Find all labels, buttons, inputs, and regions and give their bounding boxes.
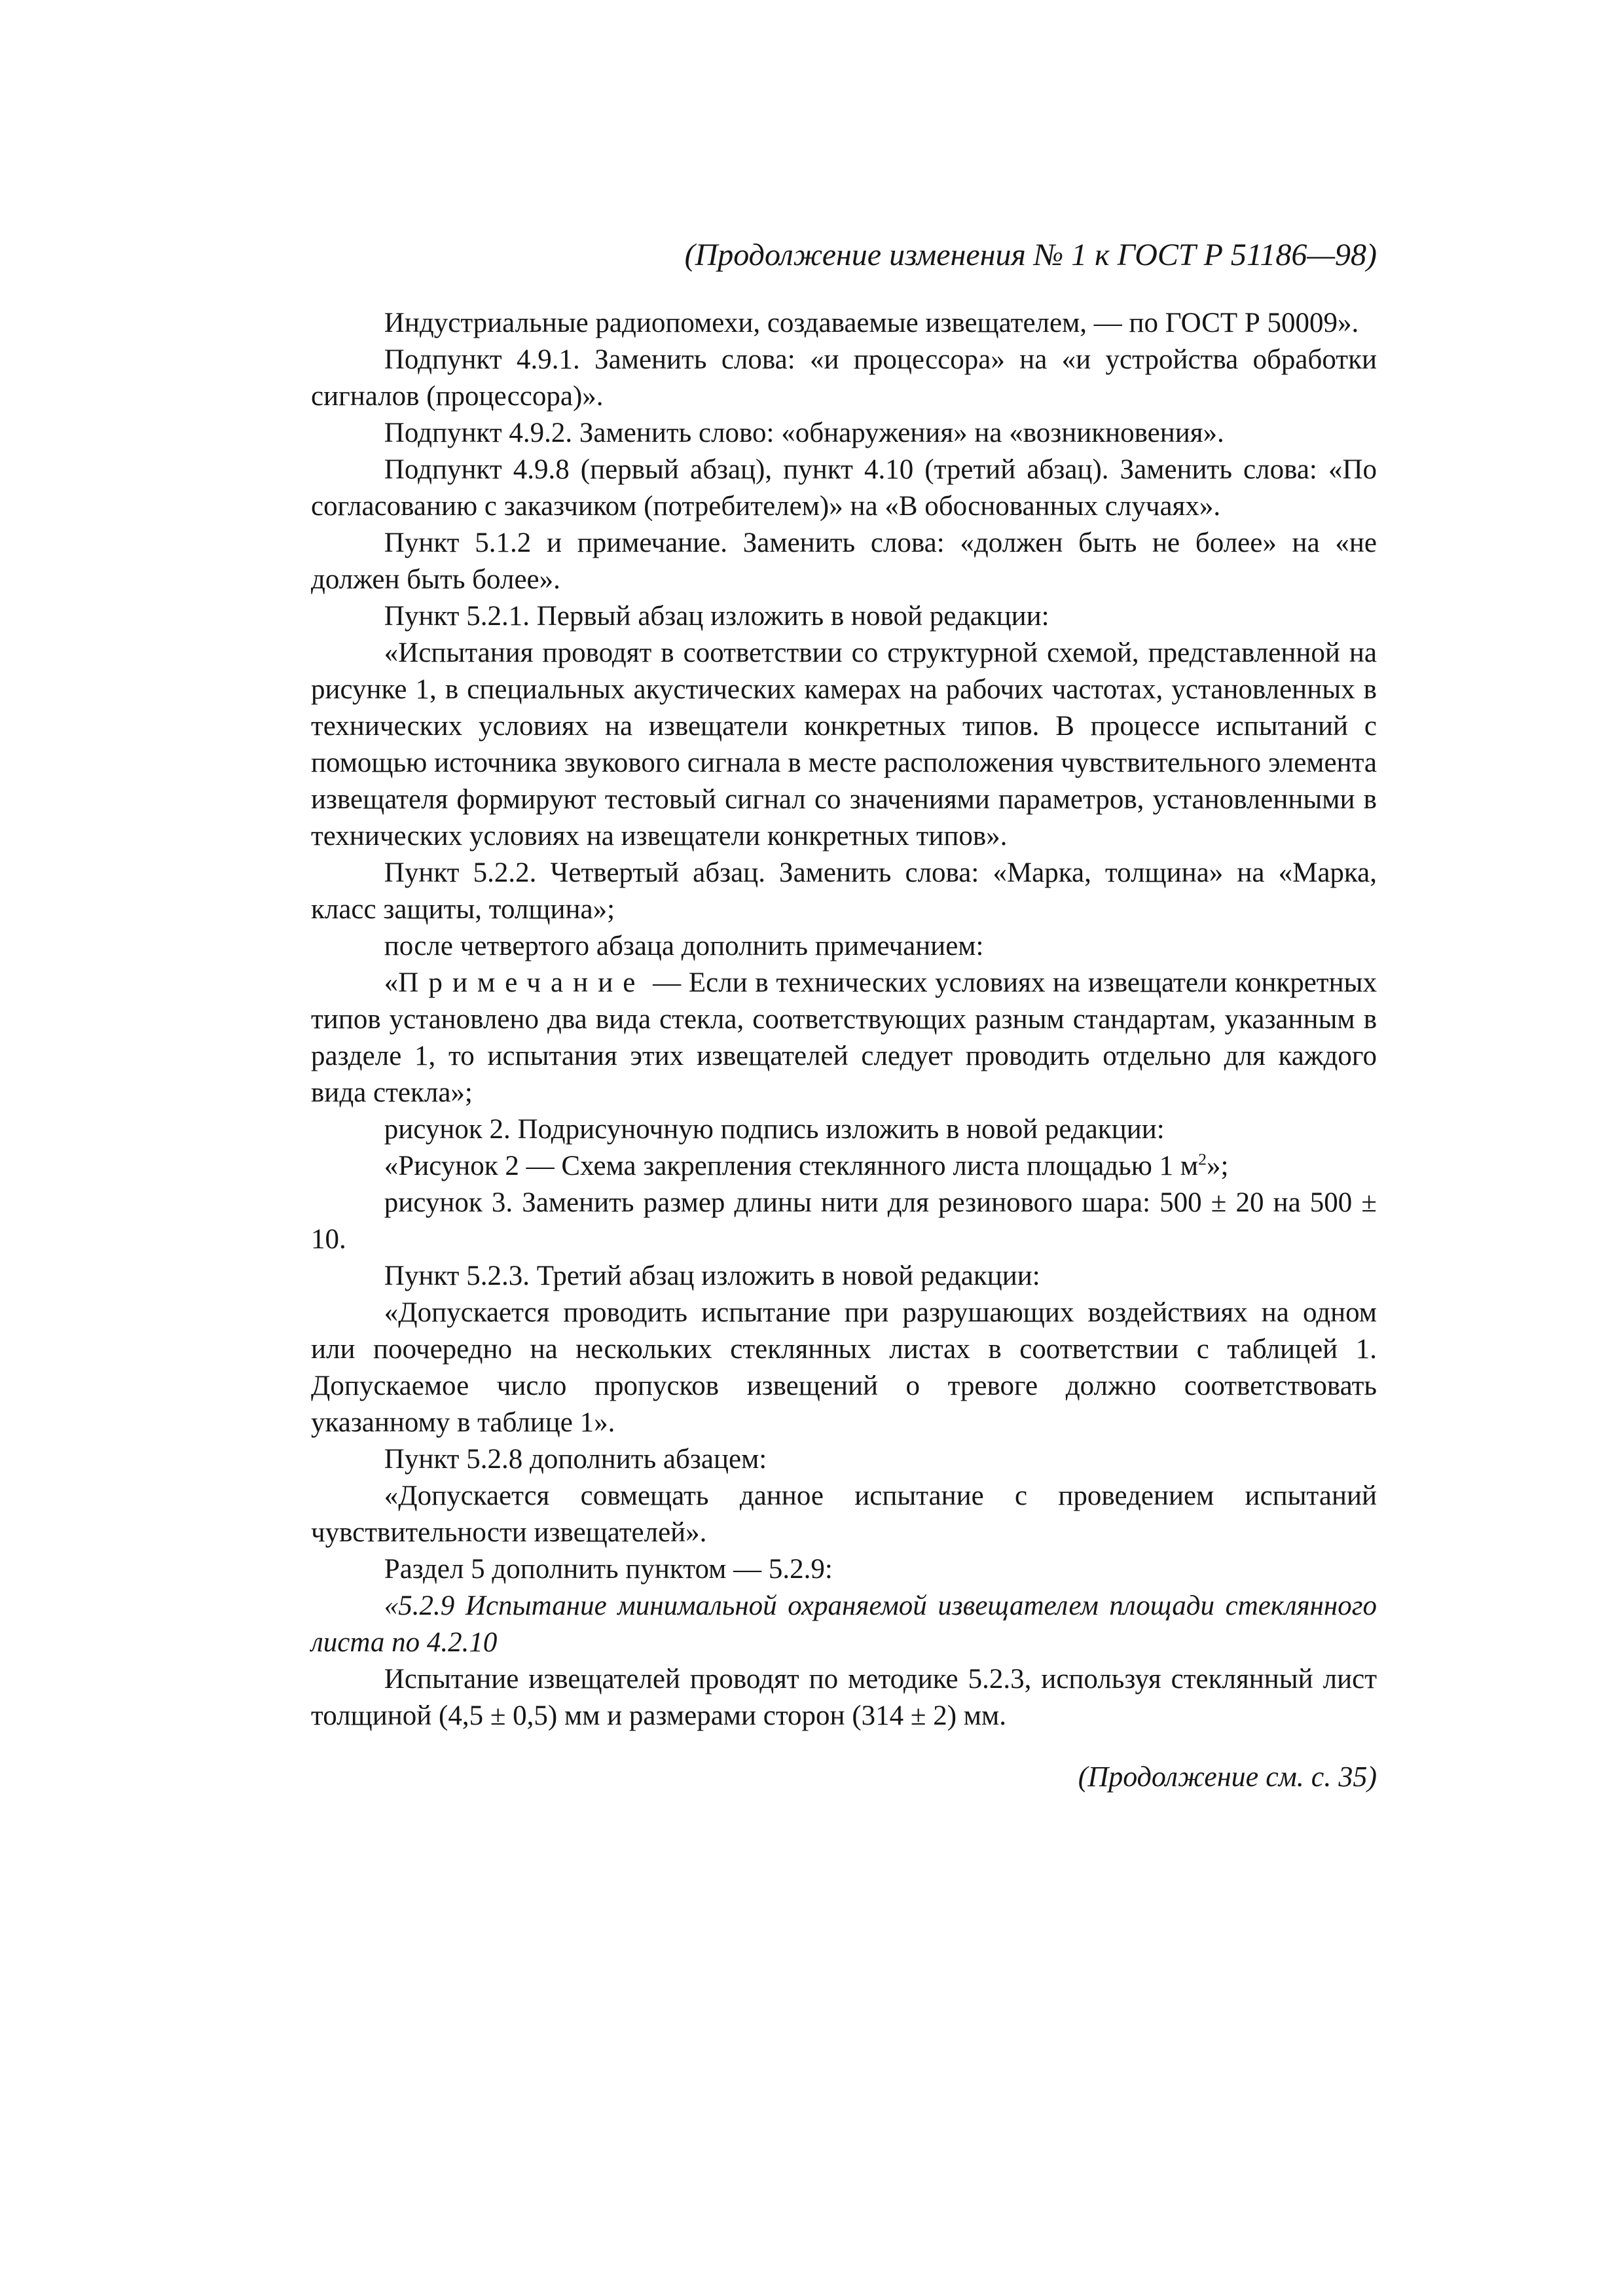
- note-paragraph: [311, 965, 1377, 1111]
- note-prefix: «: [384, 967, 399, 998]
- paragraph: «Испытания проводят в соответствии со структурной схемой, представленной на рисунке 1, в специальных акустических камерах на рабочих частотах, установленных в технических условиях на извещатели конкретных типов. В процессе испытаний с помощью источника звукового сигнала в месте расположения чувствительного элемента извещателя формируют тестовый сигнал со значениями параметров, установленными в технических условиях на извещатели конкретных типов».: [311, 637, 1377, 852]
- paragraph: Раздел 5 дополнить пунктом — 5.2.9:: [384, 1554, 833, 1585]
- page-footer: (Продолжение см. с. 35): [1078, 1761, 1377, 1793]
- paragraph: Подпункт 4.9.1. Заменить слова: «и процессора» на «и устройства обработки сигналов (процессора)».: [311, 344, 1377, 412]
- figure-caption-end: »;: [1207, 1151, 1229, 1181]
- paragraph: Пункт 5.2.2. Четвертый абзац. Заменить слова: «Марка, толщина» на «Марка, класс защиты, толщина»;: [311, 857, 1377, 925]
- paragraph: «Допускается совмещать данное испытание с проведением испытаний чувствительности извещателей».: [311, 1480, 1377, 1548]
- note-text: — Если в технических условиях на извещатели конкретных типов установлено два вида стекла, соответствующих разным стандартам, указанным в разделе 1, то испытания этих извещателей следует проводить отдельно для каждого вида стекла»;: [311, 967, 1377, 1108]
- italic-subsection-heading: «5.2.9 Испытание минимальной охраняемой извещателем площади стеклянного листа по 4.2.10: [311, 1590, 1377, 1658]
- paragraph: Индустриальные радиопомехи, создаваемые извещателем, — по ГОСТ Р 50009».: [384, 308, 1359, 338]
- paragraph: Пункт 5.2.8 дополнить абзацем:: [384, 1444, 767, 1475]
- paragraph: рисунок 3. Заменить размер длины нити для резинового шара: 500 ± 20 на 500 ± 10.: [311, 1187, 1377, 1255]
- paragraph: Пункт 5.2.1. Первый абзац изложить в новой редакции:: [384, 601, 1049, 632]
- document-page: [311, 236, 1377, 1796]
- paragraph: после четвертого абзаца дополнить примечанием:: [384, 931, 984, 961]
- page-header: (Продолжение изменения № 1 к ГОСТ Р 51186—98): [684, 238, 1377, 272]
- paragraph: Подпункт 4.9.2. Заменить слово: «обнаружения» на «возникновения».: [384, 418, 1224, 448]
- paragraph: «Допускается проводить испытание при разрушающих воздействиях на одном или поочередно на нескольких стеклянных листах в соответствии с таблицей 1. Допускаемое число пропусков извещений о тревоге должно соответствовать указанному в таблице 1».: [311, 1297, 1377, 1438]
- document-body: [311, 305, 1377, 1734]
- paragraph: Пункт 5.2.3. Третий абзац изложить в новой редакции:: [384, 1261, 1040, 1291]
- paragraph: рисунок 2. Подрисуночную подпись изложить в новой редакции:: [384, 1114, 1165, 1145]
- paragraph: Пункт 5.1.2 и примечание. Заменить слова: «должен быть не более» на «не должен быть более».: [311, 528, 1377, 595]
- paragraph: Испытание извещателей проводят по методике 5.2.3, используя стеклянный лист толщиной (4,5 ± 0,5) мм и размерами сторон (314 ± 2) мм.: [311, 1664, 1377, 1731]
- note-label: Примечание: [398, 967, 646, 998]
- figure-caption-sup: 2: [1198, 1149, 1207, 1169]
- figure-caption-paragraph: [311, 1148, 1377, 1185]
- figure-caption-text: «Рисунок 2 — Схема закрепления стеклянного листа площадью 1 м: [384, 1151, 1199, 1181]
- paragraph: Подпункт 4.9.8 (первый абзац), пункт 4.10 (третий абзац). Заменить слова: «По согласованию с заказчиком (потребителем)» на «В обоснованных случаях».: [311, 454, 1377, 522]
